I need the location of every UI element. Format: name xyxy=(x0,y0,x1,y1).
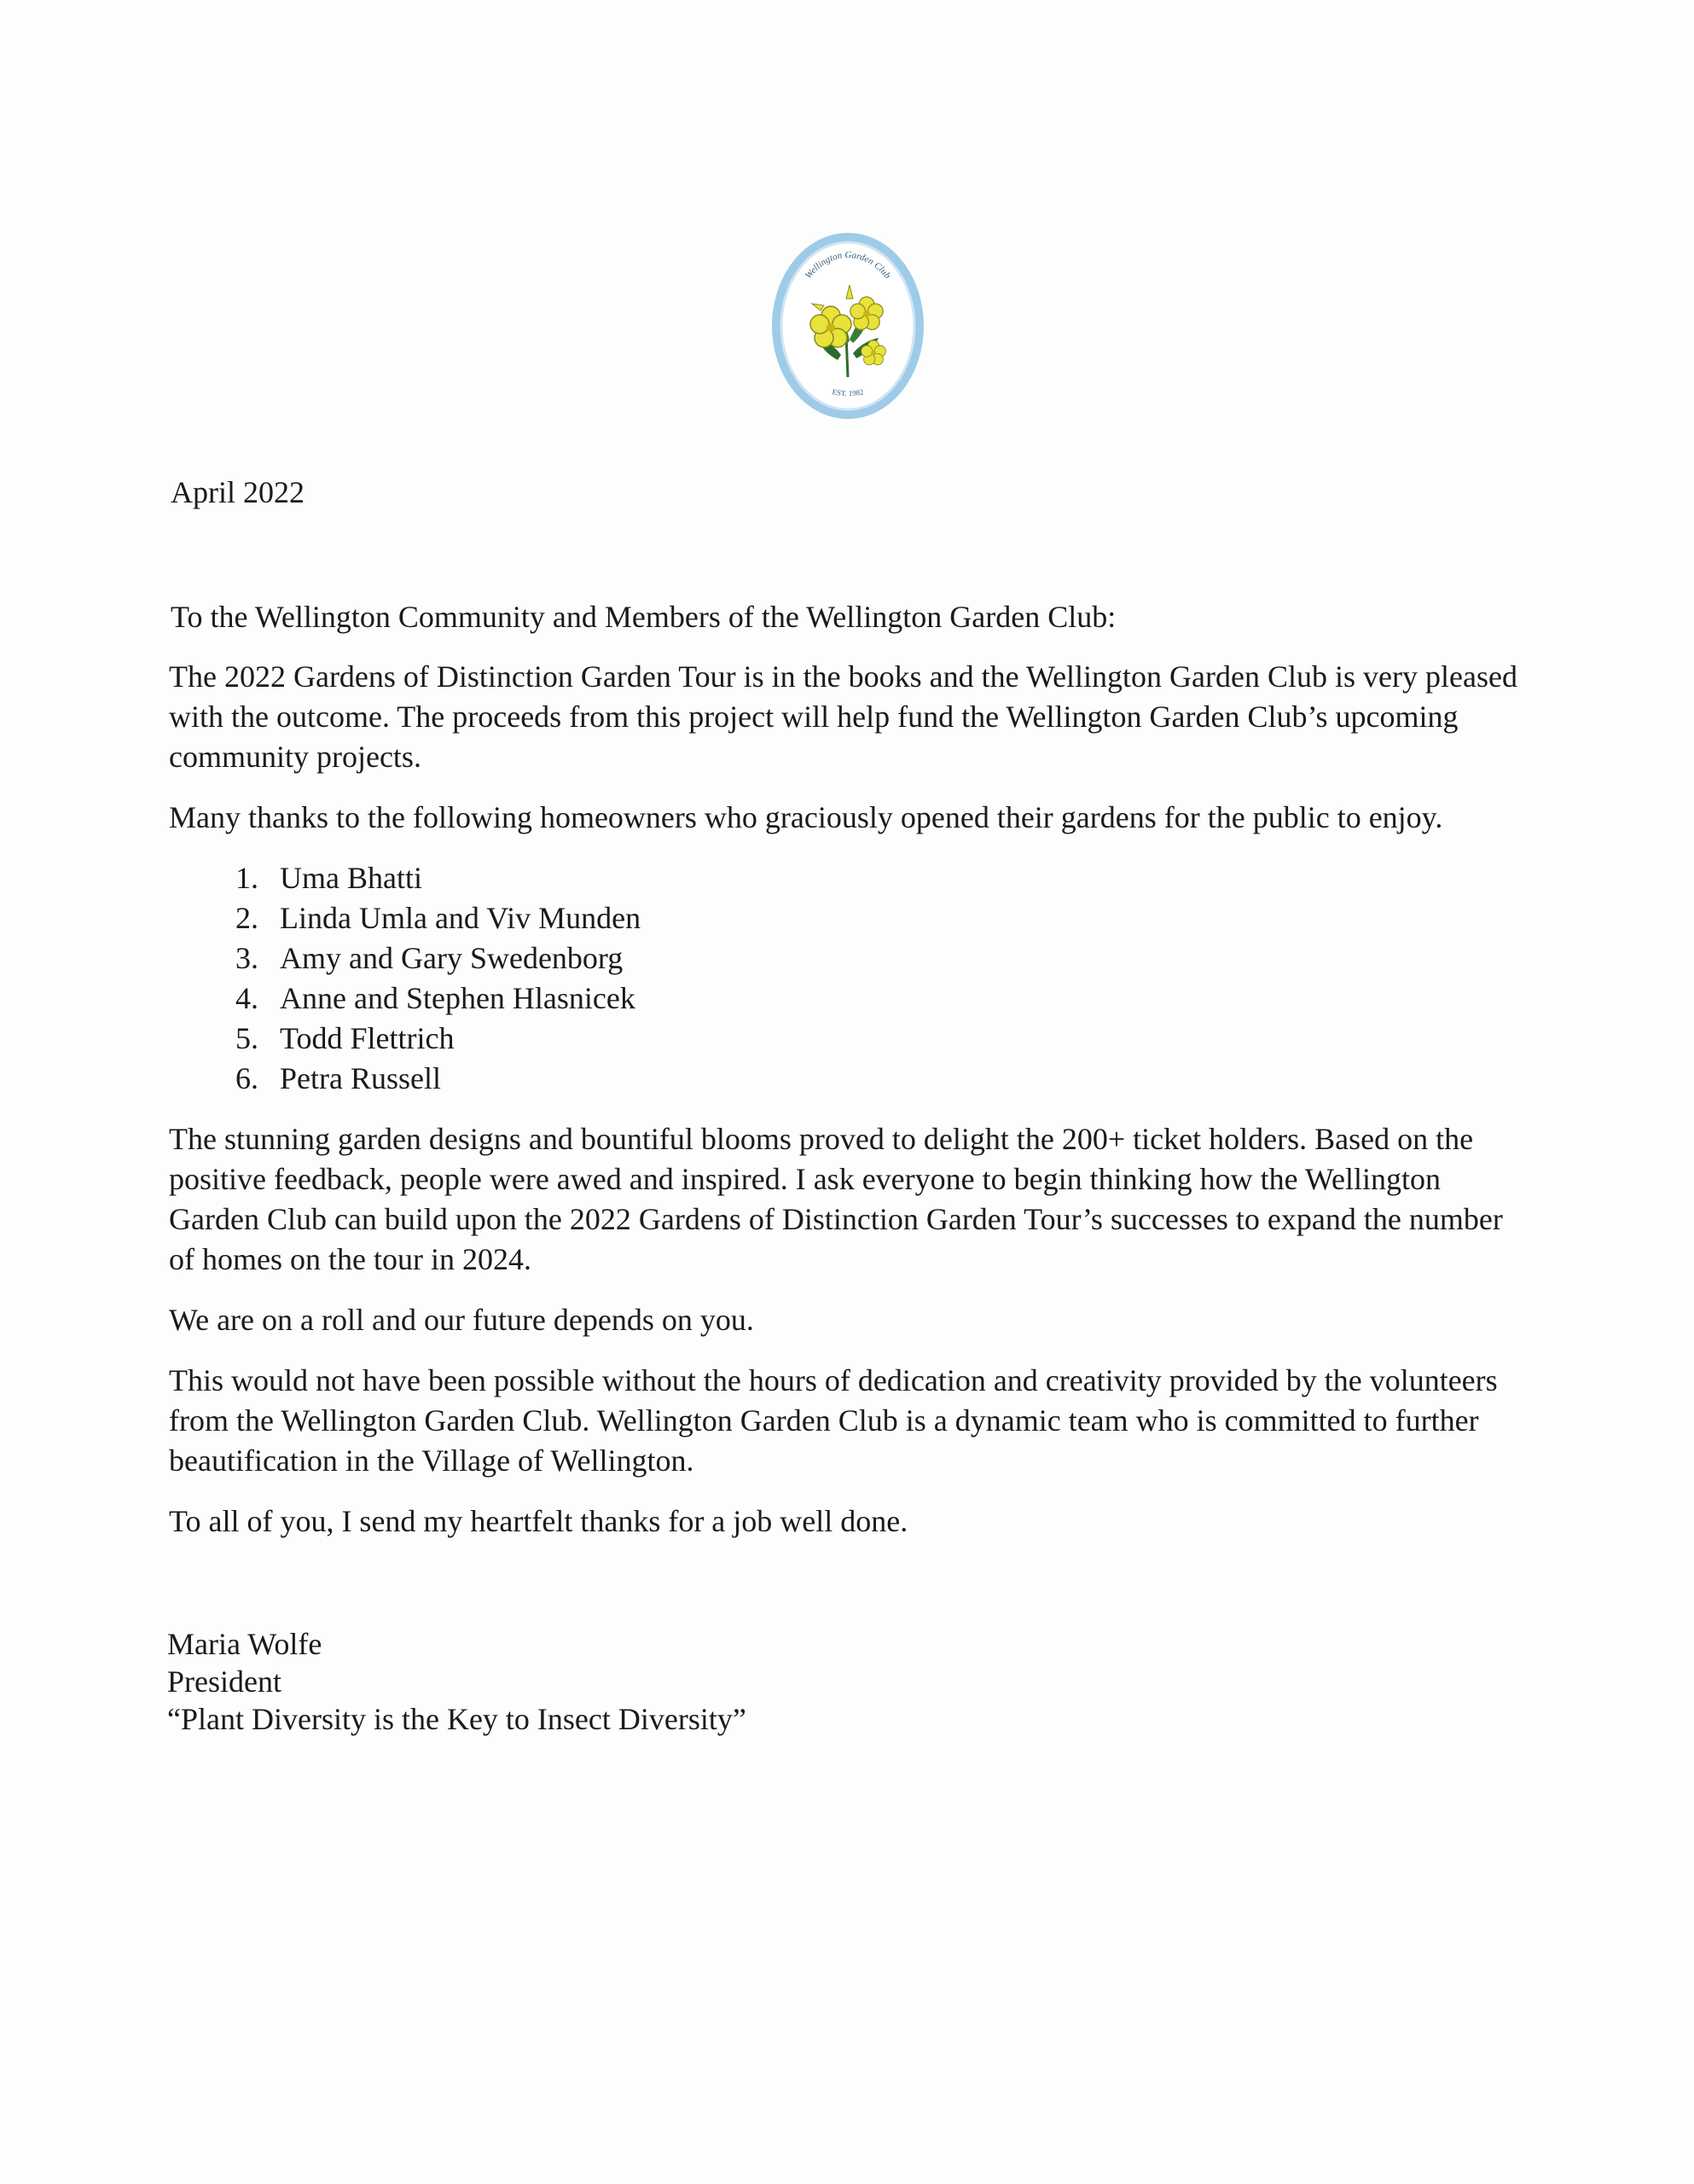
letter-body xyxy=(169,657,1534,1562)
list-item: 3. Amy and Gary Swedenborg xyxy=(266,938,1534,979)
letter-date: April 2022 xyxy=(171,475,305,509)
paragraph-on-a-roll: We are on a roll and our future depends on you. xyxy=(169,1303,754,1337)
signer-motto: “Plant Diversity is the Key to Insect Diversity” xyxy=(167,1702,746,1736)
list-item: 1. Uma Bhatti xyxy=(266,858,1534,898)
list-item: 6. Petra Russell xyxy=(266,1059,1534,1099)
signer-title: President xyxy=(167,1664,281,1699)
list-item: 4. Anne and Stephen Hlasnicek xyxy=(266,979,1534,1019)
paragraph-tour-outcome: The 2022 Gardens of Distinction Garden Tour is in the books and the Wellington Garden Club is very pleased with the outcome. The proceeds from this project will help fund the Wellington Garden Club’s upcoming community projects. xyxy=(169,659,1517,774)
signature-block xyxy=(167,1625,746,1738)
paragraph-thanks-homeowners: Many thanks to the following homeowners who graciously opened their gardens for the public to enjoy. xyxy=(169,800,1443,834)
list-item: 5. Todd Flettrich xyxy=(266,1019,1534,1059)
homeowners-list xyxy=(169,858,1534,1099)
paragraph-closing-thanks: To all of you, I send my heartfelt thanks for a job well done. xyxy=(169,1504,908,1538)
paragraph-volunteers: This would not have been possible without the hours of dedication and creativity provided by the volunteers from the Wellington Garden Club. Wellington Garden Club is a dynamic team who is committed to further beautification in the Village of Wellington. xyxy=(169,1363,1498,1478)
letter-salutation: To the Wellington Community and Members of the Wellington Garden Club: xyxy=(171,600,1117,634)
signer-name: Maria Wolfe xyxy=(167,1627,322,1661)
logo-established-text: EST. 1982 xyxy=(831,387,865,398)
garden-club-logo xyxy=(771,232,925,420)
list-item: 2. Linda Umla and Viv Munden xyxy=(266,898,1534,938)
logo-arc-text: Wellington Garden Club xyxy=(803,249,893,282)
paragraph-feedback: The stunning garden designs and bountiful blooms proved to delight the 200+ ticket holders. Based on the positive feedback, people were awed and inspired. I ask everyone to begin thinking how the Wellington Garden Club can build upon the 2022 Gardens of Distinction Garden Tour’s successes to expand the number of homes on the tour in 2024. xyxy=(169,1122,1503,1276)
